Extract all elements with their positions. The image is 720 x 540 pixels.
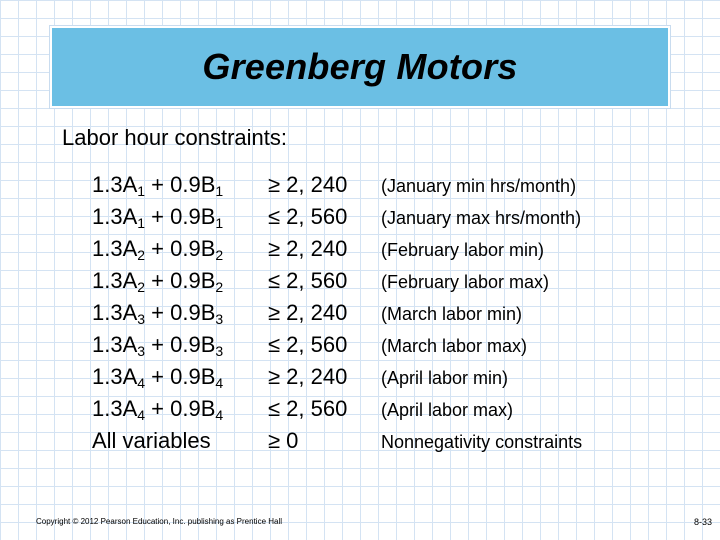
constraint-row [0, 300, 720, 332]
constraint-bound: ≤ 2, 560 [268, 332, 348, 357]
slide-title: Greenberg Motors [202, 46, 518, 87]
constraint-row [0, 332, 720, 364]
constraint-note: (February labor min) [381, 240, 545, 260]
subheading: Labor hour constraints: [62, 125, 288, 150]
constraint-bound: ≥ 2, 240 [268, 364, 348, 389]
constraint-note: Nonnegativity constraints [381, 432, 583, 452]
constraint-note: (March labor min) [381, 304, 523, 324]
constraint-expression: $1.3A_2 + 0.9B_2$ [92, 236, 224, 263]
constraint-expression: $1.3A_4 + 0.9B_4$ [92, 396, 224, 423]
constraint-bound: ≥ 2, 240 [268, 300, 348, 325]
constraint-expression: $1.3A_3 + 0.9B_3$ [92, 300, 224, 327]
constraint-expression: $1.3A_4 + 0.9B_4$ [92, 364, 224, 391]
copyright-footer: Copyright © 2012 Pearson Education, Inc. publishing as Prentice Hall [36, 517, 283, 526]
constraint-row [0, 396, 720, 428]
constraint-row [0, 236, 720, 268]
constraint-bound: ≤ 2, 560 [268, 268, 348, 293]
constraint-note: (April labor min) [381, 368, 509, 388]
constraint-bound: ≥ 2, 240 [268, 236, 348, 261]
constraint-bound: ≥ 2, 240 [268, 172, 348, 197]
constraint-bound: ≤ 2, 560 [268, 396, 348, 421]
constraint-note: (January min hrs/month) [381, 176, 577, 196]
constraint-expression: $1.3A_2 + 0.9B_2$ [92, 268, 224, 295]
constraint-row [0, 364, 720, 396]
constraint-row [0, 204, 720, 236]
constraint-expression: All variables [92, 428, 211, 453]
constraint-note: (April labor max) [381, 400, 514, 420]
constraint-expression: $1.3A_1 + 0.9B_1$ [92, 172, 224, 199]
constraint-row [0, 268, 720, 300]
constraint-note: (February labor max) [381, 272, 550, 292]
constraint-bound: ≤ 2, 560 [268, 204, 348, 229]
constraint-note: (March labor max) [381, 336, 528, 356]
constraint-expression: $1.3A_1 + 0.9B_1$ [92, 204, 224, 231]
page-number: 8-33 [693, 517, 712, 527]
constraint-row [0, 172, 720, 204]
constraint-bound: ≥ 0 [268, 428, 299, 453]
constraint-note: (January max hrs/month) [381, 208, 582, 228]
constraint-expression: $1.3A_3 + 0.9B_3$ [92, 332, 224, 359]
constraint-row-nonnegativity [0, 428, 720, 460]
title-banner [50, 26, 670, 108]
